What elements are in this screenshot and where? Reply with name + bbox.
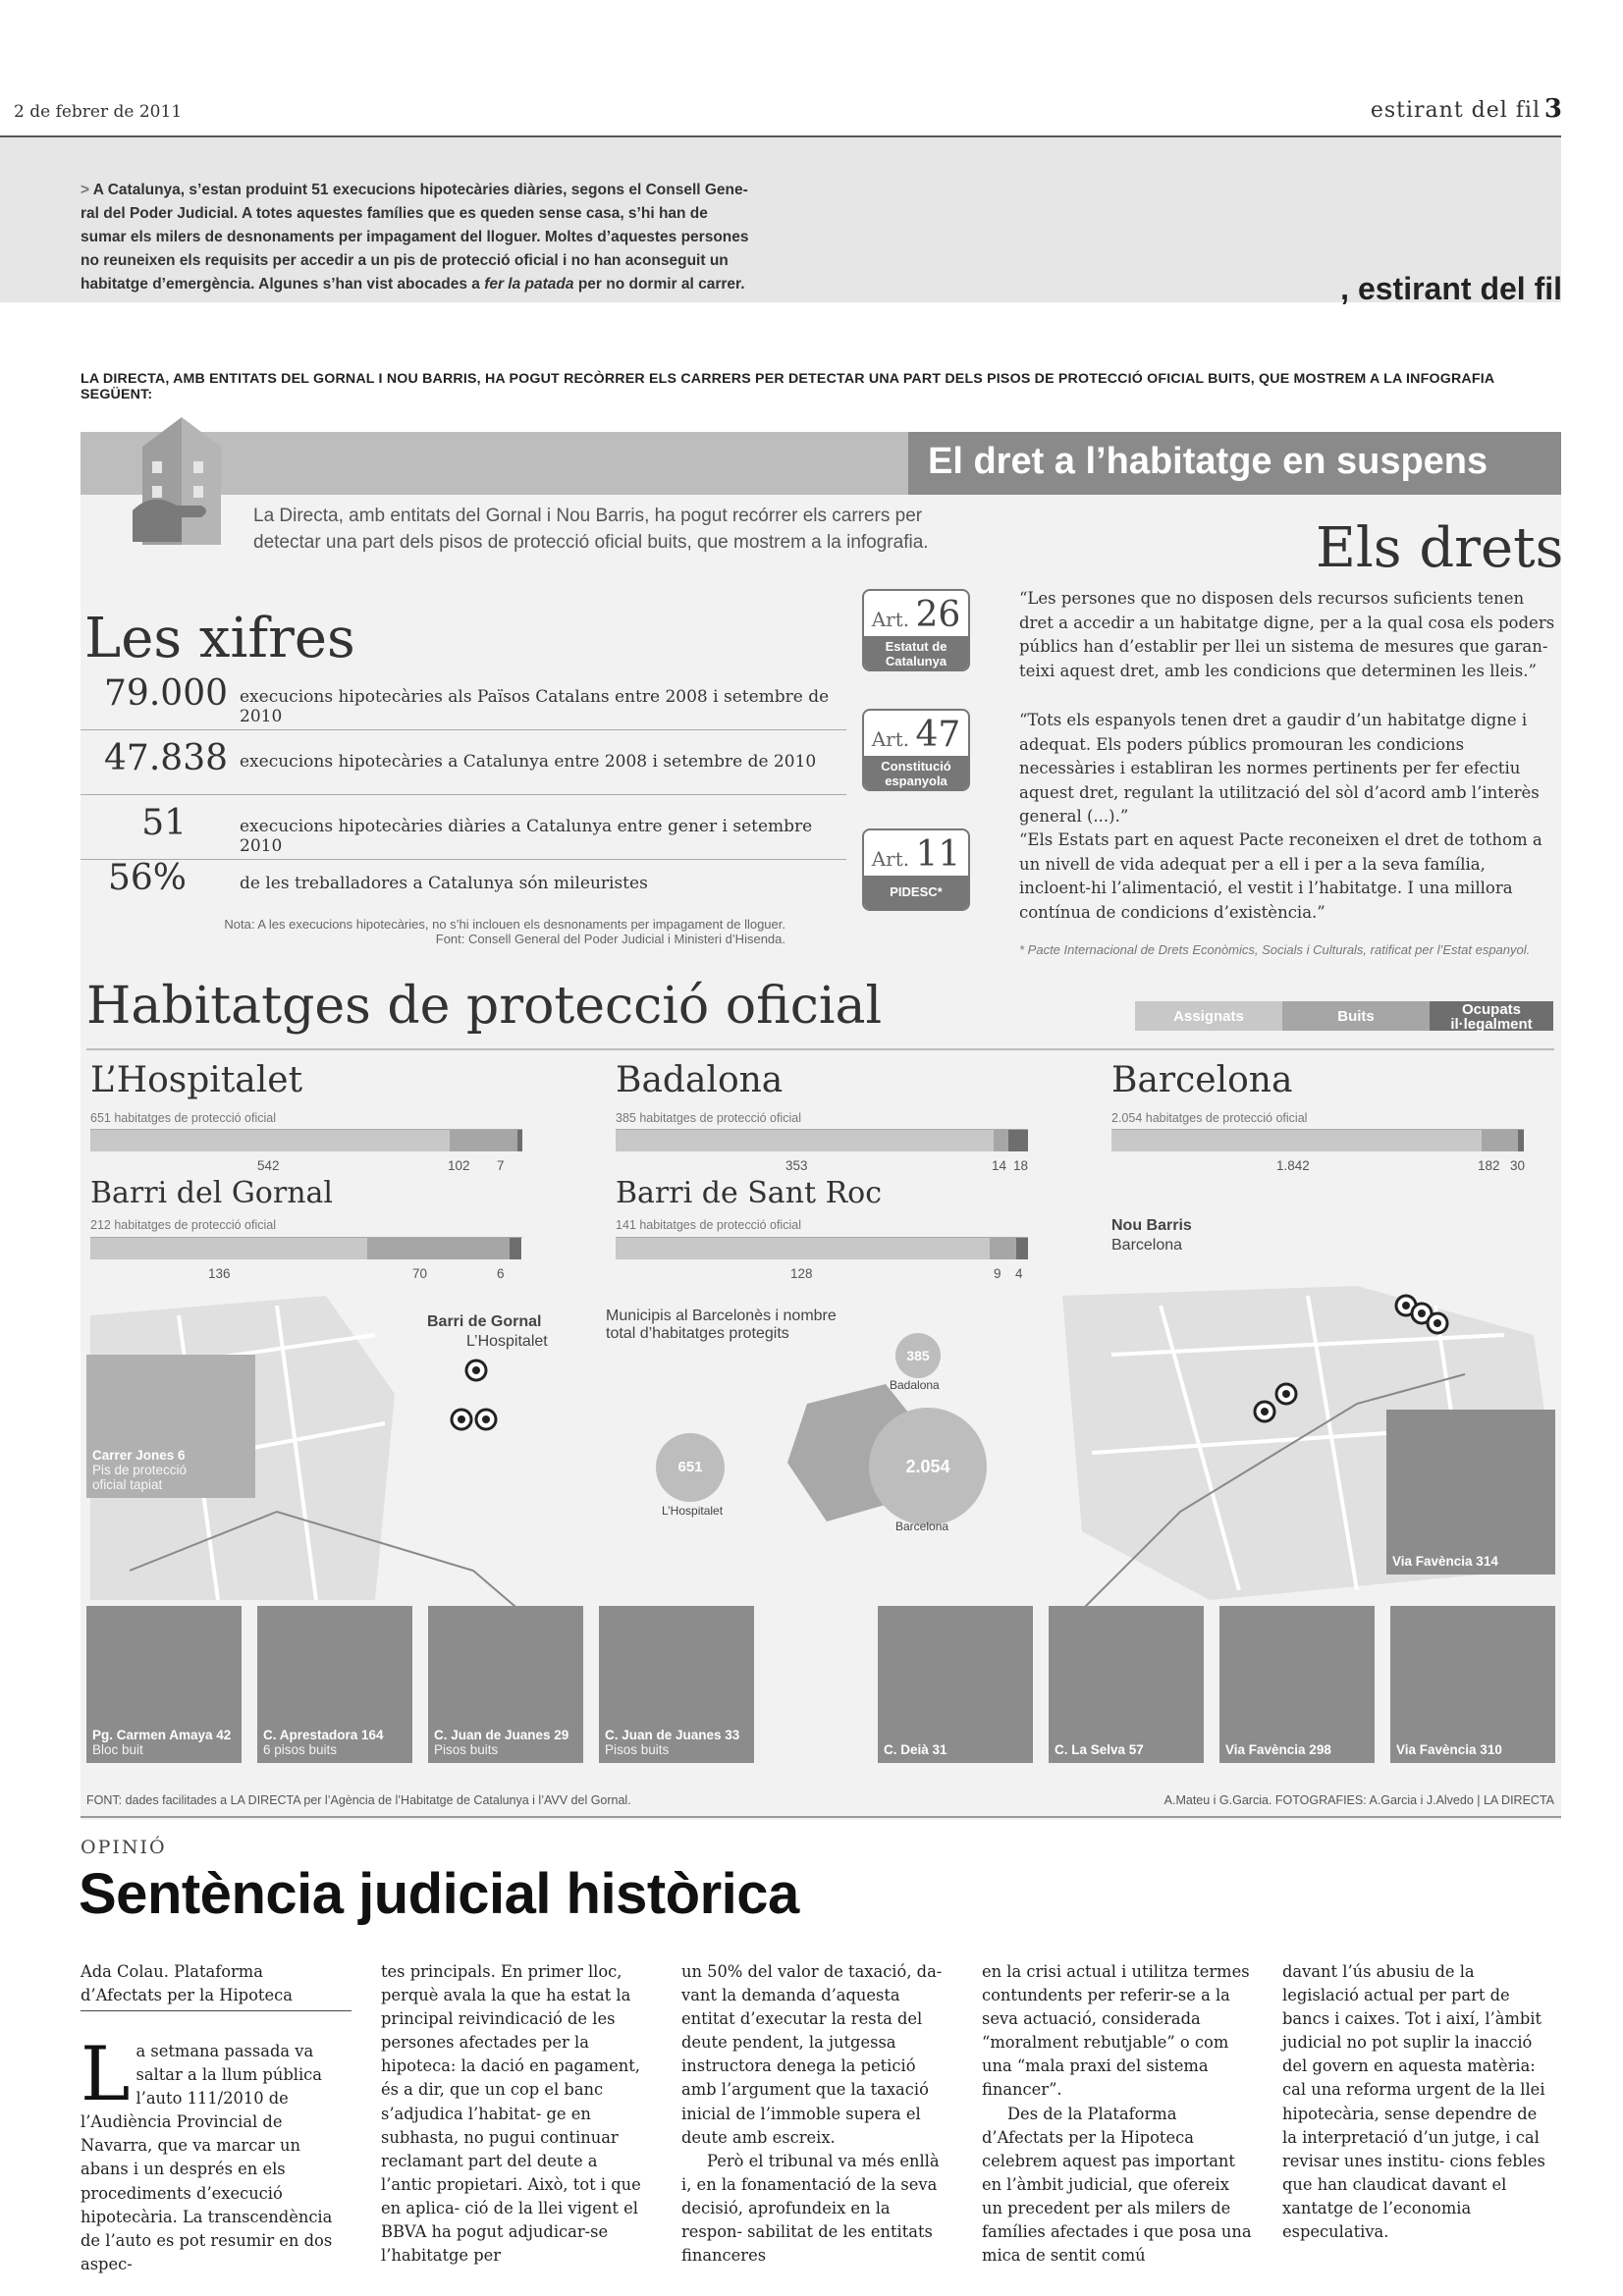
lead-text: LA DIRECTA, AMB ENTITATS DEL GORNAL I NOU BARRIS, HA POGUT RECÒRRER ELS CARRERS PER DETECTAR UNA PART DELS PISOS DE PROTECCIÓ OFICIAL BUITS, QUE MOSTREM A LA INFOGRAFIA SEGÜENT: — [81, 371, 1494, 402]
infographic-intro-line: detectar una part dels pisos de protecció oficial buits, que mostrem a la infografia. — [253, 532, 929, 553]
city-name: L’Hospitalet — [90, 1060, 303, 1100]
intro-line: ral del Poder Judicial. A totes aquestes famílies que es queden sense casa, s’hi han de — [81, 205, 708, 222]
article-source: Constitució espanyola — [864, 756, 968, 789]
intro-line: A Catalunya, s’estan produint 51 execucions hipotecàries diàries, segons el Consell Gene- — [92, 182, 748, 198]
drop-cap: L — [81, 2030, 131, 2117]
bar-value: 136 — [208, 1266, 231, 1281]
map-label-gornal: Barri de Gornal — [427, 1313, 542, 1330]
figure-divider — [81, 729, 846, 730]
photo-item — [1219, 1606, 1375, 1763]
bar-segment-assigned — [90, 1130, 450, 1151]
map-pin-icon — [1394, 1292, 1453, 1351]
column-paragraph: un 50% del valor de taxació, da- vant la demanda d’aquesta entitat d’executar la resta del deute pendent, la jutgessa instructora denega la petició amb l’argument que la taxació inicial de l’immoble supera el deute amb escreix. — [681, 1962, 943, 2147]
housing-title: Habitatges de protecció oficial — [86, 977, 883, 1036]
photo-item — [257, 1606, 412, 1763]
header-section: estirant del fil — [1370, 98, 1541, 123]
photo-title: Via Favència 314 — [1392, 1554, 1498, 1569]
legend-empty: Buits — [1282, 1001, 1430, 1031]
city-count: 141 habitatges de protecció oficial — [616, 1218, 802, 1232]
intro-tail: per no dormir al carrer. — [577, 276, 745, 293]
map-label-line: total d’habitatges protegits — [606, 1325, 789, 1342]
bar-value: 182 — [1478, 1158, 1500, 1173]
city-count: 212 habitatges de protecció oficial — [90, 1218, 277, 1232]
district-name: Barri de Sant Roc — [616, 1176, 883, 1210]
figure-text: execucions hipotecàries als Països Catalans entre 2008 i setembre de 2010 — [240, 687, 830, 726]
figure-number: 47.838 — [104, 738, 228, 778]
byline-line: d’Afectats per la Hipoteca — [81, 1986, 293, 2005]
rights-title: Els drets — [1316, 516, 1564, 580]
byline-line: Ada Colau. Plataforma — [81, 1962, 263, 1981]
bar-segment-empty — [990, 1238, 1016, 1259]
article-badge — [862, 709, 970, 791]
map-pin-icon — [1247, 1374, 1306, 1453]
bar-value: 542 — [257, 1158, 280, 1173]
column-text: a setmana passada va saltar a la llum pública l’auto 111/2010 de l’Audiència Provincial de Navarra, que va marcar un abans i un després en els procediments d’execució hipotecària. La transcendència de l’auto es pot resumir en dos aspec- — [81, 2042, 333, 2273]
photo-title: Via Favència 298 — [1225, 1742, 1331, 1757]
infographic-credits: A.Mateu i G.Garcia. FOTOGRAFIES: A.Garcia i J.Alvedo | LA DIRECTA — [1163, 1793, 1554, 1807]
article-column-2: tes principals. En primer lloc, perquè avala la que ha estat la principal reivindicació de les persones afectades per la hipoteca: la dació en pagament, és a dir, que un cop el banc s’adjudica l’habitat- ge en subhasta, no pugui continuar reclamant part del deute a l’antic propietari. Això, tot i que en aplica- ció de la llei vigent el BBVA ha pogut adjudicar-se l’habitatge per — [381, 1962, 641, 2266]
city-count: 651 habitatges de protecció oficial — [90, 1111, 277, 1125]
bar-value: 70 — [412, 1266, 428, 1281]
photo-title: C. Deià 31 — [884, 1742, 947, 1757]
housing-bar — [616, 1129, 1028, 1150]
city-count: 385 habitatges de protecció oficial — [616, 1111, 802, 1125]
housing-bar — [90, 1237, 522, 1258]
article-number: 47 — [915, 715, 961, 755]
photo-title: C. Aprestadora 164 — [263, 1728, 384, 1742]
photo-sub: Pisos buits — [434, 1742, 499, 1757]
article-badge — [862, 828, 970, 911]
city-name: Badalona — [616, 1060, 784, 1100]
intro-marker: > — [81, 182, 90, 198]
circle-badalona: 385 — [895, 1333, 941, 1378]
figure-text: execucions hipotecàries a Catalunya entre 2008 i setembre de 2010 — [240, 752, 817, 772]
legend-occupied: Ocupats il·legalment — [1430, 1001, 1553, 1031]
rights-quote: “Els Estats part en aquest Pacte reconeixen el dret de tothom a un nivell de vida adequat per a ell i per a la seva família, incloent-hi l’alimentació, el vestit i l’habitatge. I una millora contínua de condicions d’existència.” — [1019, 830, 1542, 922]
map-sublabel-gornal: L’Hospitalet — [466, 1333, 548, 1350]
photo-item — [1390, 1606, 1555, 1763]
header-date: 2 de febrer de 2011 — [14, 102, 183, 122]
column-paragraph: Però el tribunal va més enllà i, en la fonamentació de la seva decisió, aprofundeix en la respon- sabilitat de les entitats financeres — [681, 2151, 940, 2266]
housing-bar — [90, 1129, 522, 1150]
bar-segment-assigned — [90, 1238, 367, 1259]
photo-title: C. La Selva 57 — [1055, 1742, 1144, 1757]
circle-label: Badalona — [890, 1378, 940, 1392]
bar-segment-empty — [367, 1238, 510, 1259]
bar-segment-occupied — [1518, 1130, 1524, 1151]
photo-title: Pg. Carmen Amaya 42 — [92, 1728, 232, 1742]
byline — [81, 1960, 352, 2011]
infographic-intro-line: La Directa, amb entitats del Gornal i Nou Barris, ha pogut recórrer els carrers per — [253, 506, 923, 526]
article-label: Art. — [871, 727, 910, 751]
circle-label: Barcelona — [895, 1520, 949, 1533]
bar-segment-empty — [1482, 1130, 1518, 1151]
bar-value: 102 — [448, 1158, 470, 1173]
photo-title: Via Favència 310 — [1396, 1742, 1502, 1757]
rights-note: * Pacte Internacional de Drets Econòmics, Socials i Culturals, ratificat per l’Estat espanyol. — [1019, 942, 1531, 957]
housing-rule — [86, 1048, 1554, 1050]
map-pin-icon — [442, 1359, 520, 1457]
photo-carrer-jones — [86, 1355, 255, 1498]
map-sublabel-nou-barris: Barcelona — [1111, 1237, 1183, 1254]
intro-line: no reuneixen els requisits per accedir a un pis de protecció oficial i no han aconseguit un — [81, 252, 729, 269]
article-number: 11 — [915, 834, 961, 875]
figures-title: Les xifres — [84, 607, 355, 670]
circle-hospitalet: 651 — [656, 1433, 725, 1502]
photo-item — [428, 1606, 583, 1763]
bar-value: 7 — [497, 1158, 505, 1173]
figure-text: execucions hipotecàries diàries a Catalunya entre gener i setembre 2010 — [240, 817, 813, 856]
bar-value: 9 — [994, 1266, 1001, 1281]
article-label: Art. — [871, 608, 910, 631]
infographic-source: FONT: dades facilitades a LA DIRECTA per l’Agència de l’Habitatge de Catalunya i l’AVV del Gornal. — [86, 1793, 631, 1807]
map-label-municipis — [606, 1308, 837, 1343]
bar-segment-assigned — [1111, 1130, 1482, 1151]
bar-value: 14 — [992, 1158, 1007, 1173]
photo-item — [86, 1606, 242, 1763]
bar-value: 128 — [790, 1266, 813, 1281]
article-label: Art. — [871, 847, 910, 871]
bar-value: 353 — [785, 1158, 808, 1173]
bar-value: 1.842 — [1276, 1158, 1310, 1173]
infographic-bottom-rule — [81, 1816, 1561, 1818]
article-column-4 — [982, 1960, 1253, 2268]
photo-item — [878, 1606, 1033, 1763]
bar-value: 18 — [1013, 1158, 1029, 1173]
figures-note-source: Font: Consell General del Poder Judicial i Ministeri d’Hisenda. — [435, 932, 785, 946]
map-label-nou-barris: Nou Barris — [1111, 1217, 1192, 1234]
bar-value: 30 — [1510, 1158, 1526, 1173]
bar-value: 4 — [1015, 1266, 1023, 1281]
photo-sub: Bloc buit — [92, 1742, 143, 1757]
article-column-1 — [81, 2030, 352, 2276]
figure-divider — [81, 794, 846, 795]
infographic-intro — [253, 503, 1098, 556]
photo-sub: Pisos buits — [605, 1742, 670, 1757]
infographic-title: El dret a l’habitatge en suspens — [928, 441, 1488, 482]
article-badge — [862, 589, 970, 671]
intro-italic: fer la patada — [484, 276, 574, 293]
photo-item — [1049, 1606, 1204, 1763]
circle-barcelona: 2.054 — [869, 1408, 987, 1525]
bar-segment-occupied — [1008, 1130, 1028, 1151]
photo-item — [599, 1606, 754, 1763]
district-name: Barri del Gornal — [90, 1176, 334, 1210]
bar-segment-empty — [994, 1130, 1008, 1151]
map-label-line: Municipis al Barcelonès i nombre — [606, 1308, 837, 1324]
photo-sub: Pis de protecció — [92, 1463, 188, 1477]
bar-segment-assigned — [616, 1130, 994, 1151]
photo-sub: 6 pisos buits — [263, 1742, 338, 1757]
legend-assigned: Assignats — [1135, 1001, 1282, 1031]
article-number: 26 — [915, 595, 961, 635]
figure-row — [81, 738, 846, 795]
figure-number: 79.000 — [104, 673, 228, 714]
bar-segment-assigned — [616, 1238, 990, 1259]
section-label: OPINIÓ — [81, 1837, 167, 1858]
figure-row — [81, 803, 846, 860]
column-paragraph: Des de la Plataforma d’Afectats per la Hipoteca celebrem aquest pas important en l’àmbit judicial, que ofereix un precedent per als milers de famílies afectades i que posa una mica de sentit comú — [982, 2104, 1252, 2266]
article-source: Estatut de Catalunya — [864, 636, 968, 669]
building-hand-icon — [123, 417, 241, 545]
rights-quote: “Les persones que no disposen dels recursos suficients tenen dret a accedir a un habitatge digne, per a la qual cosa els poders públics han d’establir per llei un sistema de mesures que garan- teixi aquest dret, amb les condicions que determinen les lleis.” — [1019, 589, 1555, 680]
page-number: 3 — [1543, 94, 1562, 124]
rights-quote: “Tots els espanyols tenen dret a gaudir d’un habitatge digne i adequat. Els poders públics promouran les condicions necessàries i establiran les normes pertinents per fer efectiu aquest dret, regulant la utilització del sòl d’acord amb l’interès general (...).” — [1019, 711, 1540, 826]
photo-via-favencia-314 — [1386, 1410, 1555, 1575]
bar-value: 6 — [497, 1266, 505, 1281]
figure-row — [81, 673, 846, 730]
figure-number: 56% — [107, 858, 187, 898]
intro-text — [81, 179, 768, 296]
figure-number: 51 — [141, 803, 187, 843]
figures-note — [196, 917, 785, 946]
intro-line: sumar els milers de desnonaments per impagament del lloguer. Moltes d’aquestes persones — [81, 229, 749, 245]
bar-segment-occupied — [1016, 1238, 1028, 1259]
figures-note-line: Nota: A les execucions hipotecàries, no s’hi inclouen els desnonaments per impagament de lloguer. — [224, 917, 785, 932]
article-title: Sentència judicial històrica — [79, 1862, 799, 1926]
city-name: Barcelona — [1111, 1060, 1293, 1100]
bar-segment-occupied — [510, 1238, 521, 1259]
column-paragraph: en la crisi actual i utilitza termes contundents per referir-se a la seva actuació, considerada “moralment rebutjable” o com una “mala praxi del sistema financer”. — [982, 1962, 1250, 2100]
article-column-5: davant l’ús abusiu de la legislació actual per part de bancs i caixes. Tot i així, l’àmbit judicial no pot suplir la inacció del govern en aquesta matèria: cal una reforma urgent de la llei hipotecària, sense dependre de la interpretació d’un jutge, i cal revisar unes institu- cions febles que han claudicat davant el xantatge de l’economia especulativa. — [1282, 1962, 1545, 2242]
figure-text: de les treballadores a Catalunya són mileuristes — [240, 874, 648, 893]
bar-segment-occupied — [517, 1130, 522, 1151]
article-source: PIDESC* — [864, 876, 968, 909]
section-brand: , estirant del fil — [1340, 271, 1562, 306]
housing-bar — [1111, 1129, 1524, 1150]
photo-title: Carrer Jones 6 — [92, 1448, 186, 1463]
photo-title: C. Juan de Juanes 33 — [605, 1728, 740, 1742]
figure-row — [81, 858, 846, 915]
housing-bar — [616, 1237, 1028, 1258]
article-column-3 — [681, 1960, 952, 2268]
city-count: 2.054 habitatges de protecció oficial — [1111, 1111, 1308, 1125]
photo-title: C. Juan de Juanes 29 — [434, 1728, 569, 1742]
intro-line: habitatge d’emergència. Algunes s’han vist abocades a — [81, 276, 480, 293]
bar-segment-empty — [450, 1130, 517, 1151]
photo-sub: oficial tapiat — [92, 1477, 163, 1492]
circle-label: L’Hospitalet — [662, 1504, 724, 1518]
